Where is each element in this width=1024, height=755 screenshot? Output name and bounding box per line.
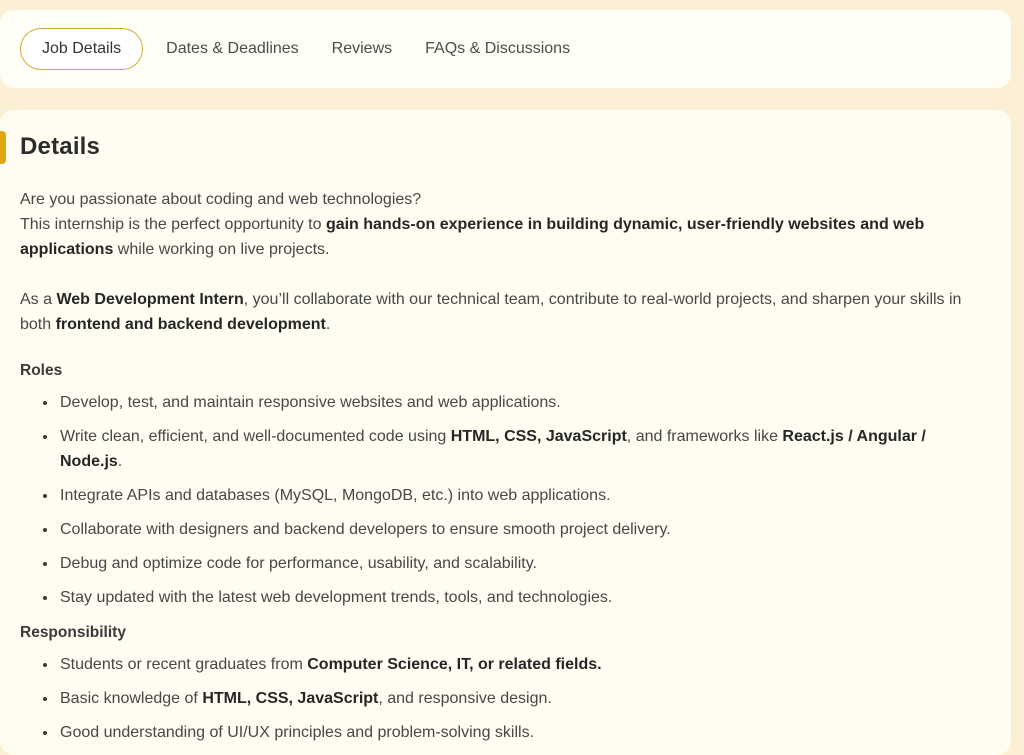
responsibility-list: [20, 652, 989, 745]
tab-reviews[interactable]: Reviews: [331, 40, 393, 57]
list-item: • Write clean, efficient, and well-documented code using HTML, CSS, JavaScript, and frameworks like React.js / Angular / Node.js.: [58, 424, 989, 474]
tab-bar: [0, 10, 1011, 88]
list-item: • Develop, test, and maintain responsive websites and web applications.: [58, 390, 989, 415]
details-title: Details: [20, 133, 101, 160]
roles-list: [20, 390, 989, 610]
title-accent-bar: [0, 131, 6, 164]
roles-heading: Roles: [20, 362, 63, 379]
responsibility-heading: Responsibility: [20, 624, 126, 641]
tab-faqs-discussions[interactable]: FAQs & Discussions: [425, 40, 571, 57]
list-item: • Good understanding of UI/UX principles and problem-solving skills.: [58, 720, 989, 745]
intro-paragraph-2: As a Web Development Intern, you’ll collaborate with our technical team, contribute to real-world projects, and sharpen your skills in both frontend and backend development.: [20, 291, 962, 333]
tab-dates-deadlines[interactable]: Dates & Deadlines: [166, 40, 299, 57]
list-item: • Collaborate with designers and backend developers to ensure smooth project delivery.: [58, 517, 989, 542]
details-card: [0, 110, 1011, 755]
tab-job-details[interactable]: Job Details: [20, 28, 143, 70]
list-item: • Basic knowledge of HTML, CSS, JavaScript, and responsive design.: [58, 686, 989, 711]
intro-paragraph-1: Are you passionate about coding and web technologies? This internship is the perfect opportunity to gain hands-on experience in building dynamic, user-friendly websites and web applications while working on live projects.: [20, 191, 925, 258]
list-item: • Stay updated with the latest web development trends, tools, and technologies.: [58, 585, 989, 610]
list-item: • Integrate APIs and databases (MySQL, MongoDB, etc.) into web applications.: [58, 483, 989, 508]
list-item: • Students or recent graduates from Computer Science, IT, or related fields.: [58, 652, 989, 677]
list-item: • Debug and optimize code for performance, usability, and scalability.: [58, 551, 989, 576]
